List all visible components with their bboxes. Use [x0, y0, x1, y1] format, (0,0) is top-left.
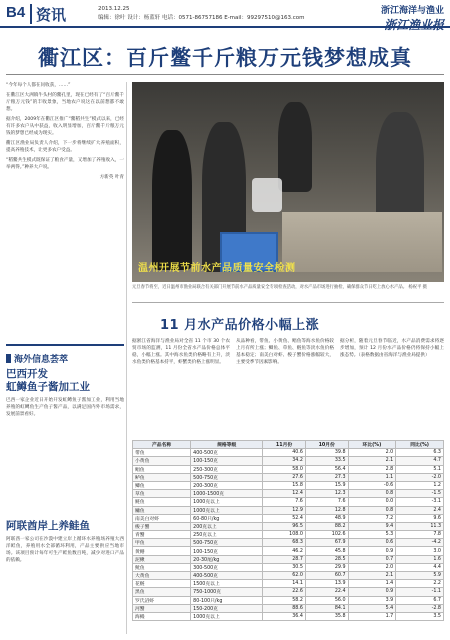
table-row	[133, 547, 444, 555]
table-cell: 2.1	[348, 572, 396, 580]
table-cell: 58.2	[263, 596, 306, 604]
table-cell: 80-100只/kg	[191, 596, 263, 604]
table-cell: 67.9	[305, 539, 348, 547]
table-header-row	[133, 441, 444, 449]
table-cell: 96.5	[263, 522, 306, 530]
table-cell: 15.9	[305, 481, 348, 489]
table-cell: 青蟹	[133, 531, 191, 539]
table-row	[133, 572, 444, 580]
price-report-headline: 11 月水产品价格小幅上涨	[160, 318, 320, 333]
table-header: 同比(%)	[396, 441, 444, 449]
table-cell: 500-750克	[191, 539, 263, 547]
table-row	[133, 490, 444, 498]
table-cell: 鱿鱼	[133, 563, 191, 571]
brand-logo-text: 浙江渔业报	[383, 18, 444, 32]
table-cell: 35.8	[305, 612, 348, 620]
table-cell: 鲢鱼	[133, 498, 191, 506]
table-cell: 河蟹	[133, 604, 191, 612]
price-report-column-3	[340, 338, 444, 359]
table-cell: 带鱼	[133, 449, 191, 457]
table-cell: 30.5	[263, 563, 306, 571]
table-cell: 45.8	[305, 547, 348, 555]
table-cell: 500-750克	[191, 473, 263, 481]
table-cell: 鲈鱼	[133, 473, 191, 481]
headline-divider	[6, 74, 444, 75]
table-row	[133, 506, 444, 514]
uae-story-title: 阿联酋岸上养鲑鱼	[6, 520, 90, 532]
table-cell: 泥鳅	[133, 555, 191, 563]
table-row	[133, 588, 444, 596]
table-cell: 36.4	[263, 612, 306, 620]
table-cell: 12.3	[305, 490, 348, 498]
table-cell: -0.6	[348, 481, 396, 489]
brazil-story-text: 巴西一家企业近日开始开发虹鳟鱼子酱加工业，利用当地养殖的虹鳟鱼生产鱼子酱产品，以满足国内外市场需求，发展前景看好。	[6, 398, 124, 417]
table-row	[133, 531, 444, 539]
column-divider	[126, 82, 127, 634]
table-cell: 40.6	[263, 449, 306, 457]
table-cell: 11.3	[396, 522, 444, 530]
photo-figure	[152, 130, 192, 270]
table-cell: 1.2	[396, 481, 444, 489]
newspaper-brand	[381, 3, 444, 33]
table-cell: 100-150克	[191, 457, 263, 465]
table-cell: 28.7	[263, 555, 306, 563]
table-cell: 33.5	[305, 457, 348, 465]
photo-note: 元旦春节将至，近日温州市渔业局联合有关部门开展节前水产品质量安全专项检查活动，对水产品市场进行抽检，确保群众节日吃上放心水产品。 杨祝平 摄	[132, 285, 427, 290]
table-row	[133, 563, 444, 571]
table-cell: 200克以上	[191, 522, 263, 530]
table-cell: 62.0	[263, 572, 306, 580]
table-cell: 300-500克	[191, 563, 263, 571]
table-cell: 84.1	[305, 604, 348, 612]
table-cell: 1.7	[348, 612, 396, 620]
table-cell: 27.3	[305, 473, 348, 481]
table-cell: 1000克以上	[191, 506, 263, 514]
table-cell: 13.9	[305, 580, 348, 588]
table-cell: 3.0	[396, 547, 444, 555]
issue-date: 2013.12.25	[98, 6, 130, 12]
table-cell: 15.8	[263, 481, 306, 489]
brazil-story-title: 巴西开发	[6, 368, 48, 380]
lead-paragraph-4: “稻鳖共生模式既保证了粮食产量，又增加了养殖收入，一举两得。”种养大户说。	[6, 158, 124, 170]
table-cell: 46.2	[263, 547, 306, 555]
table-cell: 200-300克	[191, 481, 263, 489]
masthead	[0, 0, 450, 32]
table-cell: 5.9	[396, 572, 444, 580]
table-row	[133, 498, 444, 506]
table-header: 产品名称	[133, 441, 191, 449]
table-cell: -2.8	[396, 604, 444, 612]
photo-sample-bag	[252, 178, 282, 212]
table-cell: 7.2	[348, 514, 396, 522]
table-cell: 102.6	[305, 531, 348, 539]
table-cell: 150-200克	[191, 604, 263, 612]
table-cell: 1000克以上	[191, 498, 263, 506]
table-cell: 58.0	[263, 465, 306, 473]
table-row	[133, 604, 444, 612]
table-cell: 3.5	[396, 612, 444, 620]
table-cell: 39.8	[305, 449, 348, 457]
table-cell: 2.4	[396, 506, 444, 514]
photo-figure	[278, 102, 312, 192]
table-cell: 海鳗	[133, 612, 191, 620]
table-cell: 28.5	[305, 555, 348, 563]
table-cell: 7.8	[396, 531, 444, 539]
table-cell: 6.7	[396, 596, 444, 604]
table-cell: -4.2	[396, 539, 444, 547]
price-report-text-1: 据浙江省海洋与渔业局对全省 11 个市 30 个农贸市场的监测，11 月份全省水产品价格总体平稳，小幅上涨。其中海水鱼类价格略有上升，淡水鱼类价格基本持平，虾蟹类价格上涨明显。	[132, 339, 230, 365]
table-cell: 5.4	[348, 604, 396, 612]
table-cell: 14.1	[263, 580, 306, 588]
table-header: 10月份	[305, 441, 348, 449]
lead-story	[6, 82, 124, 181]
table-row	[133, 555, 444, 563]
table-cell: 鳙鱼	[133, 506, 191, 514]
table-header: 11月份	[263, 441, 306, 449]
main-headline: 衢江区：百斤鳖千斤粮万元钱梦想成真	[38, 46, 412, 70]
table-cell: 7.6	[305, 498, 348, 506]
table-header: 环比(%)	[348, 441, 396, 449]
table-cell: 0.8	[348, 506, 396, 514]
table-cell: 12.9	[263, 506, 306, 514]
table-cell: 大黄鱼	[133, 572, 191, 580]
table-cell: 88.2	[305, 522, 348, 530]
table-cell: 甲鱼	[133, 539, 191, 547]
table-row	[133, 481, 444, 489]
table-cell: 2.2	[396, 580, 444, 588]
lead-paragraph-1: 在衢江区大洲镇牛头村的鳖孔里，现在已经有了“百斤鳖千斤粮万元钱”的丰收景象，当地农户说这在以前想都不敢想。	[6, 93, 124, 112]
table-cell: 3.9	[348, 596, 396, 604]
table-cell: 0.8	[348, 490, 396, 498]
table-cell: 南美白对虾	[133, 514, 191, 522]
table-row	[133, 457, 444, 465]
table-cell: 黑鱼	[133, 588, 191, 596]
section-name: 资讯	[30, 4, 100, 24]
table-cell: 2.1	[348, 457, 396, 465]
lead-quote: “今年每个人都在问收获，……”	[6, 83, 71, 88]
table-cell: 5.1	[396, 465, 444, 473]
table-row	[133, 539, 444, 547]
table-cell: 60.7	[305, 572, 348, 580]
table-cell: 7.6	[263, 498, 306, 506]
table-cell: 9.6	[396, 514, 444, 522]
table-cell: -1.5	[396, 490, 444, 498]
table-cell: -2.0	[396, 473, 444, 481]
table-header: 规格等级	[191, 441, 263, 449]
table-cell: 1500克以上	[191, 580, 263, 588]
table-row	[133, 473, 444, 481]
table-cell: 108.0	[263, 531, 306, 539]
table-cell: 0.9	[348, 547, 396, 555]
table-cell: 小黄鱼	[133, 457, 191, 465]
table-cell: 0.6	[348, 539, 396, 547]
lead-paragraph-3: 衢江区渔业局负责人介绍，下一步将继续扩大养殖面积，提高养殖技术，让更多农户受益。	[6, 141, 124, 153]
table-row	[133, 522, 444, 530]
table-cell: 750-1000克	[191, 588, 263, 596]
table-cell: 0.0	[348, 498, 396, 506]
table-cell: 60-80只/kg	[191, 514, 263, 522]
table-row	[133, 465, 444, 473]
table-row	[133, 596, 444, 604]
table-cell: 花鲢	[133, 580, 191, 588]
section-divider	[6, 344, 124, 346]
table-row	[133, 514, 444, 522]
price-table-body	[133, 449, 444, 621]
table-cell: 梭子蟹	[133, 522, 191, 530]
table-cell: 29.9	[305, 563, 348, 571]
table-cell: 27.6	[263, 473, 306, 481]
photo-caption: 温州开展节前水产品质量安全检测	[138, 263, 296, 274]
price-report-text-3: 据分析，随着元旦春节临近，水产品消费需求将逐步增加，预计 12 月份水产品价格仍将保持小幅上涨态势。（表格数据由省海洋与渔业局提供）	[340, 339, 444, 358]
price-table	[132, 440, 444, 621]
uae-story-text: 阿联酋一家公司在沙漠中建立岸上循环水养殖场养殖大西洋鲑鱼，养殖用水全部循环利用，产品主要供应当地市场。该项目预计每年可生产鲑鱼数百吨，减少对进口产品的依赖。	[6, 537, 124, 563]
table-cell: 52.4	[263, 514, 306, 522]
brand-topline: 浙江海洋与渔业	[380, 6, 444, 16]
table-cell: 0.7	[348, 555, 396, 563]
table-cell: 250-300克	[191, 465, 263, 473]
market-inspection-photo	[132, 82, 444, 282]
table-cell: 1000-1500克	[191, 490, 263, 498]
table-cell: 2.0	[348, 563, 396, 571]
table-cell: 1.6	[396, 555, 444, 563]
price-report-column-1	[132, 338, 230, 366]
table-cell: 9.4	[348, 522, 396, 530]
table-cell: 400-500克	[191, 572, 263, 580]
table-cell: 鲳鱼	[133, 465, 191, 473]
table-cell: 22.4	[305, 588, 348, 596]
price-report-column-2	[236, 338, 334, 366]
table-cell: 56.4	[305, 465, 348, 473]
brazil-story-body	[6, 397, 124, 418]
table-cell: 12.8	[305, 506, 348, 514]
table-cell: 250克以上	[191, 531, 263, 539]
table-cell: 1000克以上	[191, 612, 263, 620]
table-cell: 22.6	[263, 588, 306, 596]
uae-story-body	[6, 536, 124, 564]
table-cell: 20-30尾/kg	[191, 555, 263, 563]
brazil-story-title-line2: 虹鳟鱼子酱加工业	[6, 381, 90, 393]
price-report-text-2: 从品种看，带鱼、小黄鱼、鲳鱼等海水鱼价格较上月有所上涨；鲫鱼、草鱼、鲢鱼等淡水鱼价格基本稳定；南美白对虾、梭子蟹价格涨幅较大，主要受季节因素影响。	[236, 339, 334, 365]
table-row	[133, 612, 444, 620]
table-cell: 1.1	[348, 473, 396, 481]
table-cell: 34.2	[263, 457, 306, 465]
table-cell: 4.7	[396, 457, 444, 465]
lead-byline: 方新英 叶青	[99, 175, 124, 180]
table-cell: 400-500克	[191, 449, 263, 457]
editor-contact: 编辑：徐叶 设计：杨蓝轩 电话：0571-86757186 E-mail：99297510@163.com	[98, 15, 305, 21]
table-cell: 0.9	[348, 588, 396, 596]
table-cell: 黄鳝	[133, 547, 191, 555]
table-row	[133, 580, 444, 588]
table-cell: 4.4	[396, 563, 444, 571]
page-number: B4	[6, 4, 26, 21]
table-cell: 68.3	[263, 539, 306, 547]
table-cell: 2.0	[348, 449, 396, 457]
table-cell: 1.4	[348, 580, 396, 588]
table-cell: 鲫鱼	[133, 481, 191, 489]
table-cell: 56.0	[305, 596, 348, 604]
table-cell: 88.6	[263, 604, 306, 612]
table-cell: 罗氏沼虾	[133, 596, 191, 604]
table-cell: -1.1	[396, 588, 444, 596]
table-cell: 48.9	[305, 514, 348, 522]
table-cell: 12.4	[263, 490, 306, 498]
table-cell: 6.3	[396, 449, 444, 457]
table-cell: 2.8	[348, 465, 396, 473]
overseas-section-label: 海外信息荟萃	[6, 352, 68, 365]
table-cell: 草鱼	[133, 490, 191, 498]
lead-paragraph-2: 据介绍，2009年在衢江区推广“鳖稻共生”模式以来，已经有许多农户从中获益，收入明显增加，百斤鳖千斤粮万元钱的梦想已经成为现实。	[6, 117, 124, 136]
table-cell: 5.3	[348, 531, 396, 539]
sub-section-divider	[132, 302, 444, 303]
table-cell: 100-150克	[191, 547, 263, 555]
table-row	[133, 449, 444, 457]
table-cell: -3.1	[396, 498, 444, 506]
